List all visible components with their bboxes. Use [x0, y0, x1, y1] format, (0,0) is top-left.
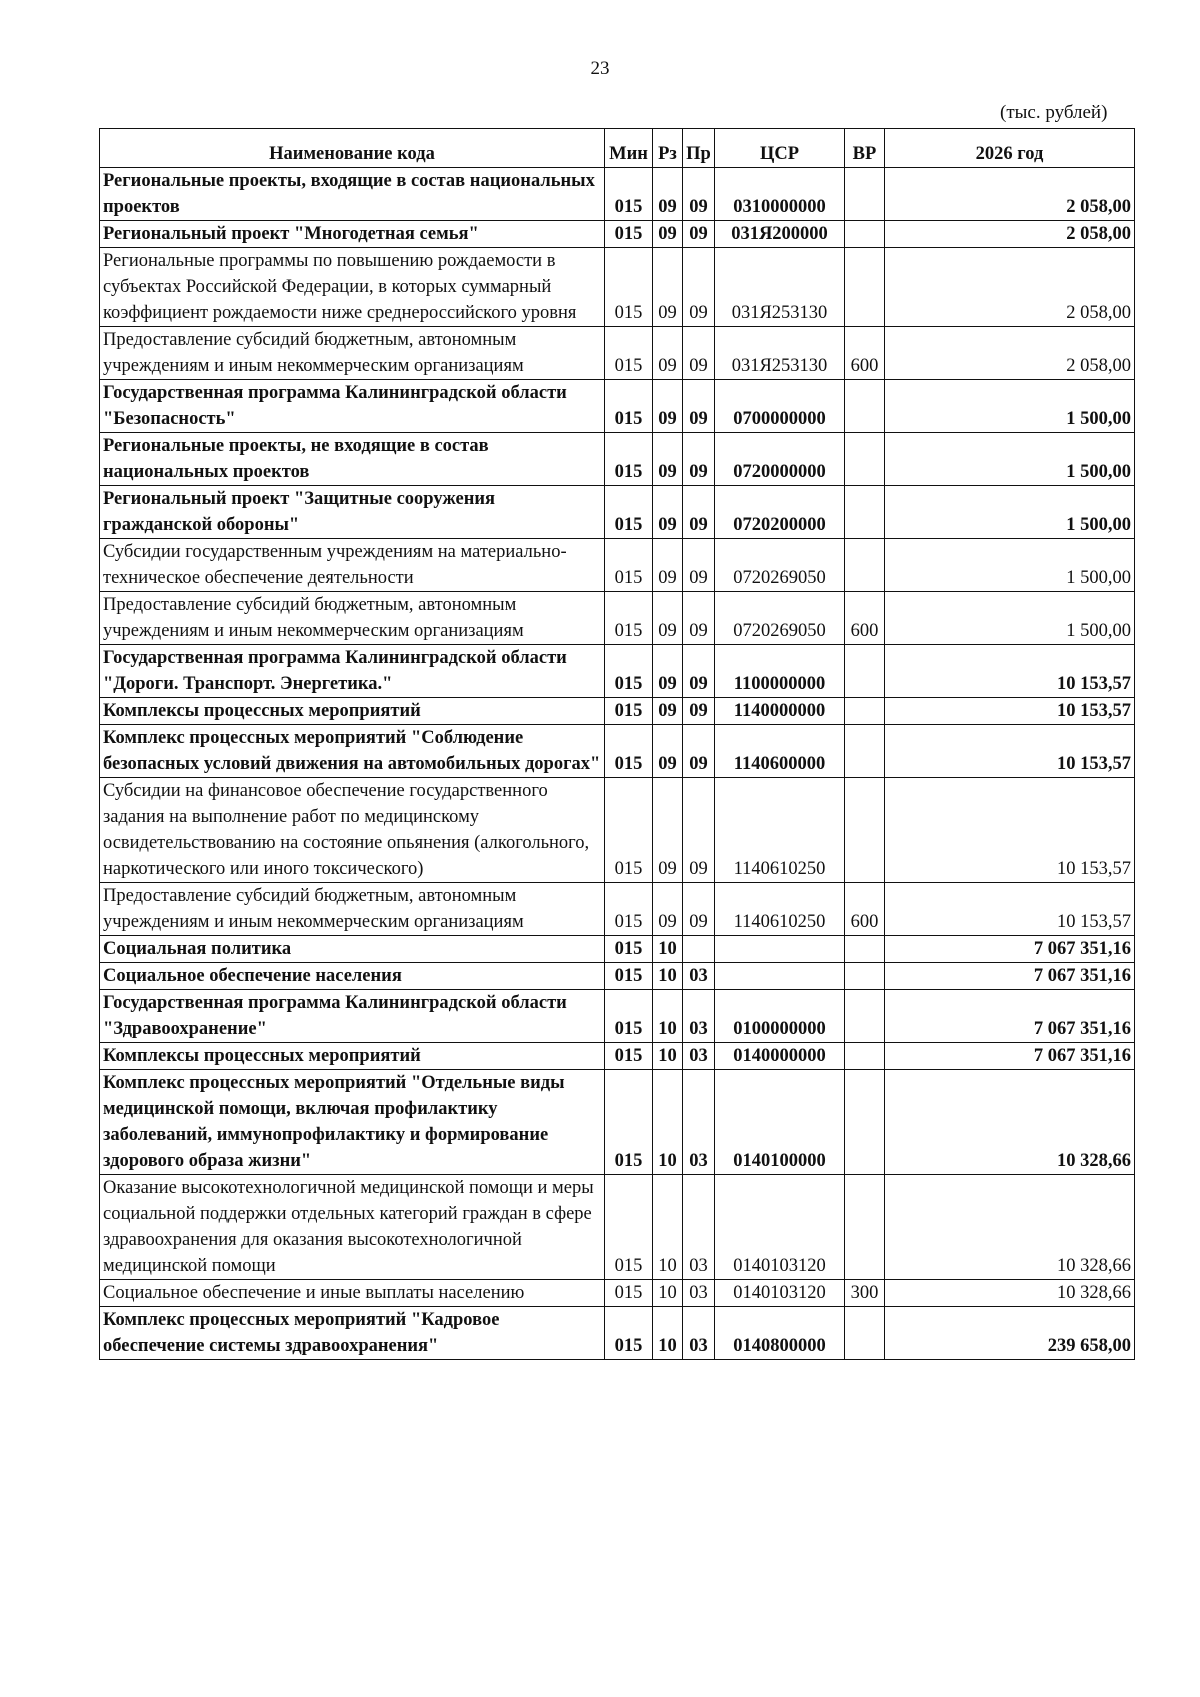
cell-rz: 09	[653, 433, 683, 486]
cell-min: 015	[605, 883, 653, 936]
cell-pr: 09	[683, 486, 715, 539]
table-row	[100, 248, 1135, 327]
cell-pr: 09	[683, 221, 715, 248]
table-row	[100, 168, 1135, 221]
cell-pr: 03	[683, 1043, 715, 1070]
cell-min: 015	[605, 1280, 653, 1307]
units-label: (тыс. рублей)	[1000, 102, 1108, 123]
cell-rz: 09	[653, 645, 683, 698]
cell-rz: 10	[653, 936, 683, 963]
cell-rz: 09	[653, 248, 683, 327]
table-row	[100, 1280, 1135, 1307]
cell-vr	[845, 380, 885, 433]
table-body	[100, 168, 1135, 1360]
cell-pr: 09	[683, 725, 715, 778]
cell-rz: 09	[653, 539, 683, 592]
table-row	[100, 221, 1135, 248]
cell-min: 015	[605, 645, 653, 698]
cell-min: 015	[605, 990, 653, 1043]
cell-sum: 7 067 351,16	[885, 936, 1135, 963]
header-csr: ЦСР	[715, 129, 845, 168]
cell-vr	[845, 645, 885, 698]
cell-csr: 0140103120	[715, 1175, 845, 1280]
cell-pr: 03	[683, 990, 715, 1043]
table-row	[100, 1307, 1135, 1360]
table-row	[100, 433, 1135, 486]
cell-vr	[845, 433, 885, 486]
cell-min: 015	[605, 1070, 653, 1175]
cell-sum: 10 328,66	[885, 1070, 1135, 1175]
cell-name: Комплекс процессных мероприятий "Соблюдение безопасных условий движения на автомобильных дорогах"	[100, 725, 605, 778]
cell-vr	[845, 248, 885, 327]
table-row	[100, 725, 1135, 778]
cell-csr: 0720269050	[715, 539, 845, 592]
cell-min: 015	[605, 248, 653, 327]
page-number: 23	[590, 58, 610, 79]
cell-rz: 10	[653, 990, 683, 1043]
cell-pr: 09	[683, 883, 715, 936]
cell-csr: 1140000000	[715, 698, 845, 725]
cell-rz: 10	[653, 1280, 683, 1307]
cell-vr	[845, 1175, 885, 1280]
cell-sum: 1 500,00	[885, 486, 1135, 539]
cell-min: 015	[605, 221, 653, 248]
cell-sum: 2 058,00	[885, 168, 1135, 221]
cell-rz: 09	[653, 327, 683, 380]
cell-sum: 1 500,00	[885, 380, 1135, 433]
header-rz: Рз	[653, 129, 683, 168]
cell-sum: 2 058,00	[885, 248, 1135, 327]
table-row	[100, 592, 1135, 645]
cell-sum: 239 658,00	[885, 1307, 1135, 1360]
cell-pr: 03	[683, 1070, 715, 1175]
cell-pr: 09	[683, 592, 715, 645]
cell-rz: 09	[653, 168, 683, 221]
header-min: Мин	[605, 129, 653, 168]
cell-vr	[845, 725, 885, 778]
cell-pr: 09	[683, 433, 715, 486]
cell-name: Предоставление субсидий бюджетным, автономным учреждениям и иным некоммерческим организациям	[100, 327, 605, 380]
cell-min: 015	[605, 539, 653, 592]
cell-sum: 7 067 351,16	[885, 963, 1135, 990]
cell-pr: 03	[683, 1175, 715, 1280]
cell-sum: 10 328,66	[885, 1280, 1135, 1307]
cell-name: Социальное обеспечение населения	[100, 963, 605, 990]
cell-vr	[845, 1070, 885, 1175]
header-name: Наименование кода	[100, 129, 605, 168]
cell-pr: 09	[683, 168, 715, 221]
table-row	[100, 1043, 1135, 1070]
cell-rz: 09	[653, 778, 683, 883]
cell-rz: 09	[653, 883, 683, 936]
cell-pr: 09	[683, 778, 715, 883]
cell-min: 015	[605, 778, 653, 883]
cell-name: Предоставление субсидий бюджетным, автономным учреждениям и иным некоммерческим организациям	[100, 592, 605, 645]
table-row	[100, 1070, 1135, 1175]
cell-csr: 1100000000	[715, 645, 845, 698]
cell-sum: 2 058,00	[885, 221, 1135, 248]
cell-vr	[845, 778, 885, 883]
cell-sum: 10 153,57	[885, 883, 1135, 936]
cell-vr	[845, 221, 885, 248]
cell-min: 015	[605, 592, 653, 645]
cell-name: Региональные проекты, входящие в состав национальных проектов	[100, 168, 605, 221]
cell-vr: 600	[845, 883, 885, 936]
cell-vr: 300	[845, 1280, 885, 1307]
cell-rz: 10	[653, 963, 683, 990]
cell-min: 015	[605, 433, 653, 486]
cell-min: 015	[605, 963, 653, 990]
cell-vr: 600	[845, 327, 885, 380]
table-row	[100, 380, 1135, 433]
cell-min: 015	[605, 725, 653, 778]
cell-sum: 10 153,57	[885, 778, 1135, 883]
cell-name: Субсидии на финансовое обеспечение государственного задания на выполнение работ по медицинскому освидетельствованию на состояние опьянения (алкогольного, наркотического или иного токсического)	[100, 778, 605, 883]
cell-pr	[683, 936, 715, 963]
cell-csr: 0720269050	[715, 592, 845, 645]
cell-rz: 10	[653, 1043, 683, 1070]
table-row	[100, 778, 1135, 883]
cell-min: 015	[605, 327, 653, 380]
cell-pr: 03	[683, 963, 715, 990]
cell-sum: 1 500,00	[885, 539, 1135, 592]
cell-pr: 03	[683, 1307, 715, 1360]
cell-csr: 0140800000	[715, 1307, 845, 1360]
header-vr: ВР	[845, 129, 885, 168]
cell-rz: 09	[653, 698, 683, 725]
cell-min: 015	[605, 1175, 653, 1280]
cell-sum: 10 328,66	[885, 1175, 1135, 1280]
cell-sum: 7 067 351,16	[885, 990, 1135, 1043]
budget-table	[99, 128, 1135, 1360]
cell-csr: 0310000000	[715, 168, 845, 221]
table-row	[100, 963, 1135, 990]
cell-name: Социальная политика	[100, 936, 605, 963]
cell-min: 015	[605, 380, 653, 433]
cell-rz: 10	[653, 1070, 683, 1175]
cell-csr: 0140000000	[715, 1043, 845, 1070]
table-row	[100, 327, 1135, 380]
cell-vr	[845, 698, 885, 725]
cell-rz: 09	[653, 592, 683, 645]
cell-name: Социальное обеспечение и иные выплаты населению	[100, 1280, 605, 1307]
cell-csr: 1140610250	[715, 778, 845, 883]
table-row	[100, 990, 1135, 1043]
cell-min: 015	[605, 936, 653, 963]
cell-min: 015	[605, 1043, 653, 1070]
cell-csr: 0140103120	[715, 1280, 845, 1307]
cell-min: 015	[605, 168, 653, 221]
cell-csr: 1140600000	[715, 725, 845, 778]
cell-name: Комплекс процессных мероприятий "Отдельные виды медицинской помощи, включая профилактику заболеваний, иммунопрофилактику и формирование здорового образа жизни"	[100, 1070, 605, 1175]
cell-vr	[845, 168, 885, 221]
cell-pr: 09	[683, 698, 715, 725]
cell-name: Комплексы процессных мероприятий	[100, 698, 605, 725]
cell-min: 015	[605, 698, 653, 725]
table-row	[100, 883, 1135, 936]
cell-pr: 09	[683, 645, 715, 698]
cell-pr: 09	[683, 380, 715, 433]
cell-vr	[845, 1043, 885, 1070]
cell-name: Региональные проекты, не входящие в состав национальных проектов	[100, 433, 605, 486]
cell-rz: 09	[653, 725, 683, 778]
cell-rz: 09	[653, 221, 683, 248]
cell-name: Комплекс процессных мероприятий "Кадровое обеспечение системы здравоохранения"	[100, 1307, 605, 1360]
table-row	[100, 486, 1135, 539]
header-pr: Пр	[683, 129, 715, 168]
table-row	[100, 539, 1135, 592]
cell-csr: 0100000000	[715, 990, 845, 1043]
cell-vr	[845, 1307, 885, 1360]
cell-sum: 10 153,57	[885, 698, 1135, 725]
table-row	[100, 698, 1135, 725]
cell-csr: 031Я253130	[715, 327, 845, 380]
table-row	[100, 1175, 1135, 1280]
cell-name: Предоставление субсидий бюджетным, автономным учреждениям и иным некоммерческим организациям	[100, 883, 605, 936]
cell-sum: 1 500,00	[885, 592, 1135, 645]
cell-csr: 1140610250	[715, 883, 845, 936]
cell-csr: 0720000000	[715, 433, 845, 486]
cell-vr	[845, 963, 885, 990]
cell-name: Государственная программа Калининградской области "Здравоохранение"	[100, 990, 605, 1043]
cell-pr: 09	[683, 327, 715, 380]
header-sum: 2026 год	[885, 129, 1135, 168]
cell-csr	[715, 936, 845, 963]
cell-rz: 10	[653, 1175, 683, 1280]
cell-vr: 600	[845, 592, 885, 645]
cell-name: Оказание высокотехнологичной медицинской помощи и меры социальной поддержки отдельных категорий граждан в сфере здравоохранения для оказания высокотехнологичной медицинской помощи	[100, 1175, 605, 1280]
cell-name: Государственная программа Калининградской области "Безопасность"	[100, 380, 605, 433]
cell-pr: 09	[683, 248, 715, 327]
cell-pr: 03	[683, 1280, 715, 1307]
cell-rz: 10	[653, 1307, 683, 1360]
cell-csr: 0140100000	[715, 1070, 845, 1175]
cell-vr	[845, 486, 885, 539]
cell-csr: 0720200000	[715, 486, 845, 539]
cell-pr: 09	[683, 539, 715, 592]
table-header-row	[100, 129, 1135, 168]
cell-name: Комплексы процессных мероприятий	[100, 1043, 605, 1070]
cell-name: Субсидии государственным учреждениям на материально-техническое обеспечение деятельности	[100, 539, 605, 592]
cell-sum: 1 500,00	[885, 433, 1135, 486]
cell-sum: 10 153,57	[885, 725, 1135, 778]
cell-name: Региональные программы по повышению рождаемости в субъектах Российской Федерации, в которых суммарный коэффициент рождаемости ниже среднероссийского уровня	[100, 248, 605, 327]
cell-csr	[715, 963, 845, 990]
cell-min: 015	[605, 486, 653, 539]
cell-name: Региональный проект "Защитные сооружения гражданской обороны"	[100, 486, 605, 539]
cell-rz: 09	[653, 380, 683, 433]
cell-sum: 2 058,00	[885, 327, 1135, 380]
cell-vr	[845, 990, 885, 1043]
cell-csr: 031Я200000	[715, 221, 845, 248]
cell-name: Государственная программа Калининградской области "Дороги. Транспорт. Энергетика."	[100, 645, 605, 698]
cell-rz: 09	[653, 486, 683, 539]
cell-sum: 10 153,57	[885, 645, 1135, 698]
cell-vr	[845, 936, 885, 963]
cell-vr	[845, 539, 885, 592]
cell-name: Региональный проект "Многодетная семья"	[100, 221, 605, 248]
cell-csr: 031Я253130	[715, 248, 845, 327]
cell-sum: 7 067 351,16	[885, 1043, 1135, 1070]
cell-csr: 0700000000	[715, 380, 845, 433]
cell-min: 015	[605, 1307, 653, 1360]
table-row	[100, 936, 1135, 963]
table-row	[100, 645, 1135, 698]
